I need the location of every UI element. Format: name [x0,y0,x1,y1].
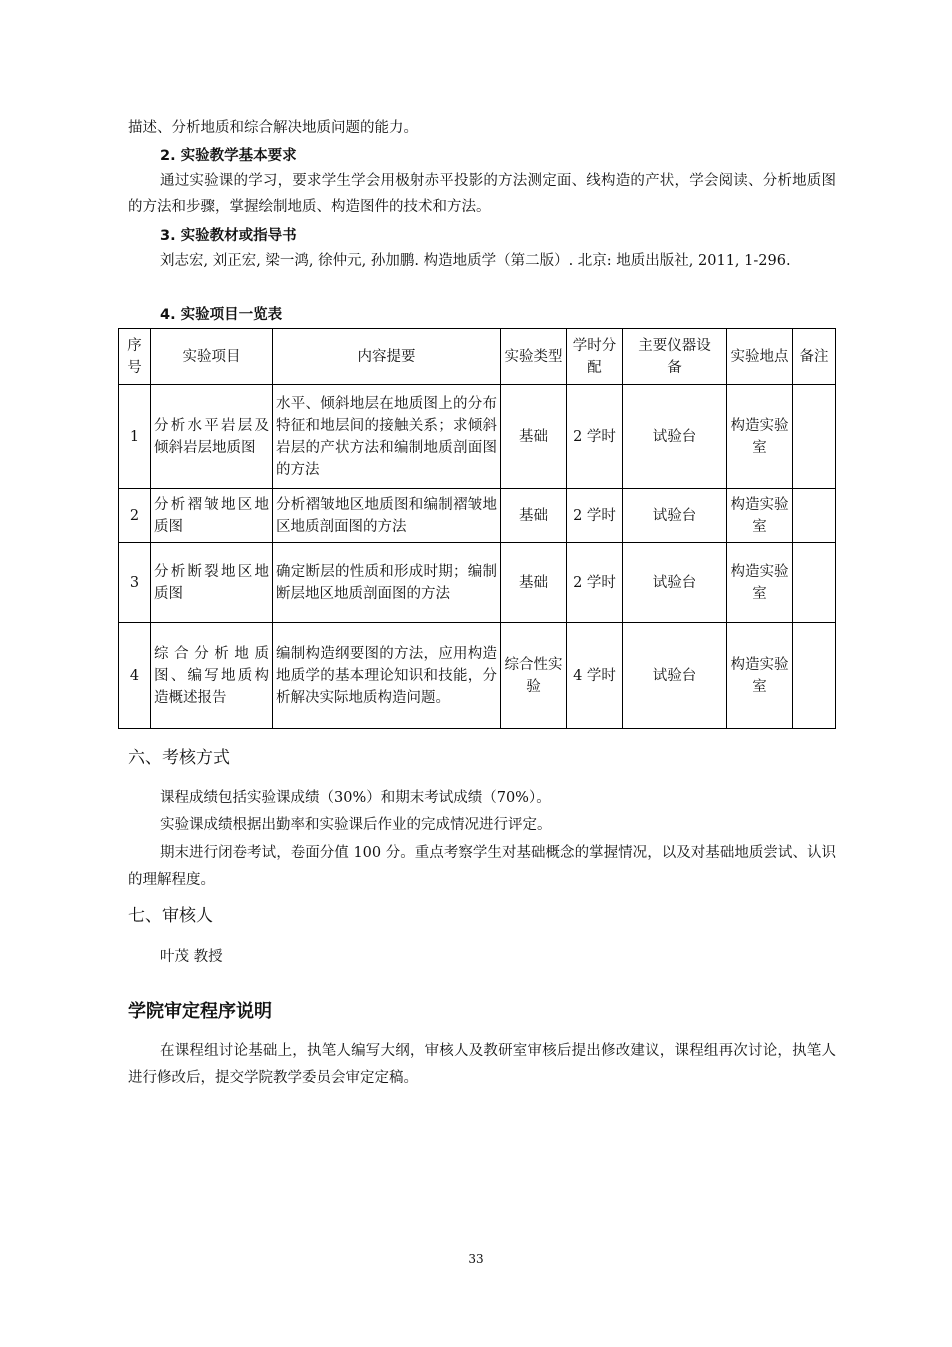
cell-type: 基础 [501,489,567,543]
part-7-body: 叶茂 教授 [160,949,223,965]
part-6-line-3: 期末进行闭卷考试，卷面分值 100 分。重点考察学生对基础概念的掌握情况，以及对基础地质尝试、认识的理解程度。 [128,845,836,888]
cell-content: 分析褶皱地区地质图和编制褶皱地区地质剖面图的方法 [273,489,501,543]
cell-project: 分析褶皱地区地质图 [151,489,273,543]
cell-project: 分析水平岩层及倾斜岩层地质图 [151,385,273,489]
section-2-title: 2. 实验教学基本要求 [160,148,297,164]
header-cell: 学时分配 [567,329,623,385]
cell-index: 1 [119,385,151,489]
section-3-body: 刘志宏, 刘正宏, 梁一鸿, 徐仲元, 孙加鹏. 构造地质学（第二版）. 北京: 地质出版社, 2011, 1-296. [160,253,791,269]
cell-index: 3 [119,543,151,623]
procedure-body: 在课程组讨论基础上，执笔人编写大纲，审核人及教研室审核后提出修改建议，课程组再次讨论，执笔人进行修改后，提交学院教学委员会审定定稿。 [128,1043,836,1086]
part-6-line-2: 实验课成绩根据出勤率和实验课后作业的完成情况进行评定。 [160,817,552,833]
section-2-body: 通过实验课的学习，要求学生学会用极射赤平投影的方法测定面、线构造的产状，学会阅读、分析地质图的方法和步骤，掌握绘制地质、构造图件的技术和方法。 [128,173,836,215]
part-6-line-1: 课程成绩包括实验课成绩（30%）和期末考试成绩（70%）。 [160,790,551,806]
cell-hours: 2 学时 [567,489,623,543]
cell-equipment: 试验台 [623,489,727,543]
header-cell: 内容提要 [273,329,501,385]
cell-remark [793,543,836,623]
table-header-row [119,329,836,385]
cell-content: 确定断层的性质和形成时期；编制断层地区地质剖面图的方法 [273,543,501,623]
cell-remark [793,385,836,489]
cell-hours: 2 学时 [567,385,623,489]
cell-location: 构造实验室 [727,543,793,623]
cell-equipment: 试验台 [623,385,727,489]
section-3-title: 3. 实验教材或指导书 [160,228,297,244]
cell-project: 综合分析地质图、编写地质构造概述报告 [151,623,273,729]
cell-remark [793,489,836,543]
header-cell: 备注 [793,329,836,385]
cell-remark [793,623,836,729]
intro-tail: 描述、分析地质和综合解决地质问题的能力。 [128,120,418,136]
header-cell: 主要仪器设 备 [623,329,727,385]
cell-project: 分析断裂地区地质图 [151,543,273,623]
section-4-title: 4. 实验项目一览表 [160,307,283,323]
page-number: 33 [468,1252,484,1266]
cell-type: 基础 [501,543,567,623]
cell-equipment: 试验台 [623,543,727,623]
cell-type: 基础 [501,385,567,489]
experiment-table [118,328,836,729]
cell-hours: 2 学时 [567,543,623,623]
table-row [119,623,836,729]
procedure-title: 学院审定程序说明 [128,1001,272,1022]
table-row [119,543,836,623]
cell-location: 构造实验室 [727,489,793,543]
part-7-title: 七、审核人 [128,906,213,926]
cell-type: 综合性实验 [501,623,567,729]
table-row [119,385,836,489]
cell-equipment: 试验台 [623,623,727,729]
cell-location: 构造实验室 [727,623,793,729]
header-cell: 实验项目 [151,329,273,385]
cell-index: 2 [119,489,151,543]
part-6-title: 六、考核方式 [128,748,230,768]
cell-content: 水平、倾斜地层在地质图上的分布特征和地层间的接触关系；求倾斜岩层的产状方法和编制地质剖面图的方法 [273,385,501,489]
cell-location: 构造实验室 [727,385,793,489]
header-cell: 实验地点 [727,329,793,385]
table-row [119,489,836,543]
cell-content: 编制构造纲要图的方法，应用构造地质学的基本理论知识和技能，分析解决实际地质构造问题。 [273,623,501,729]
header-cell: 序号 [119,329,151,385]
header-cell: 实验类型 [501,329,567,385]
cell-index: 4 [119,623,151,729]
cell-hours: 4 学时 [567,623,623,729]
